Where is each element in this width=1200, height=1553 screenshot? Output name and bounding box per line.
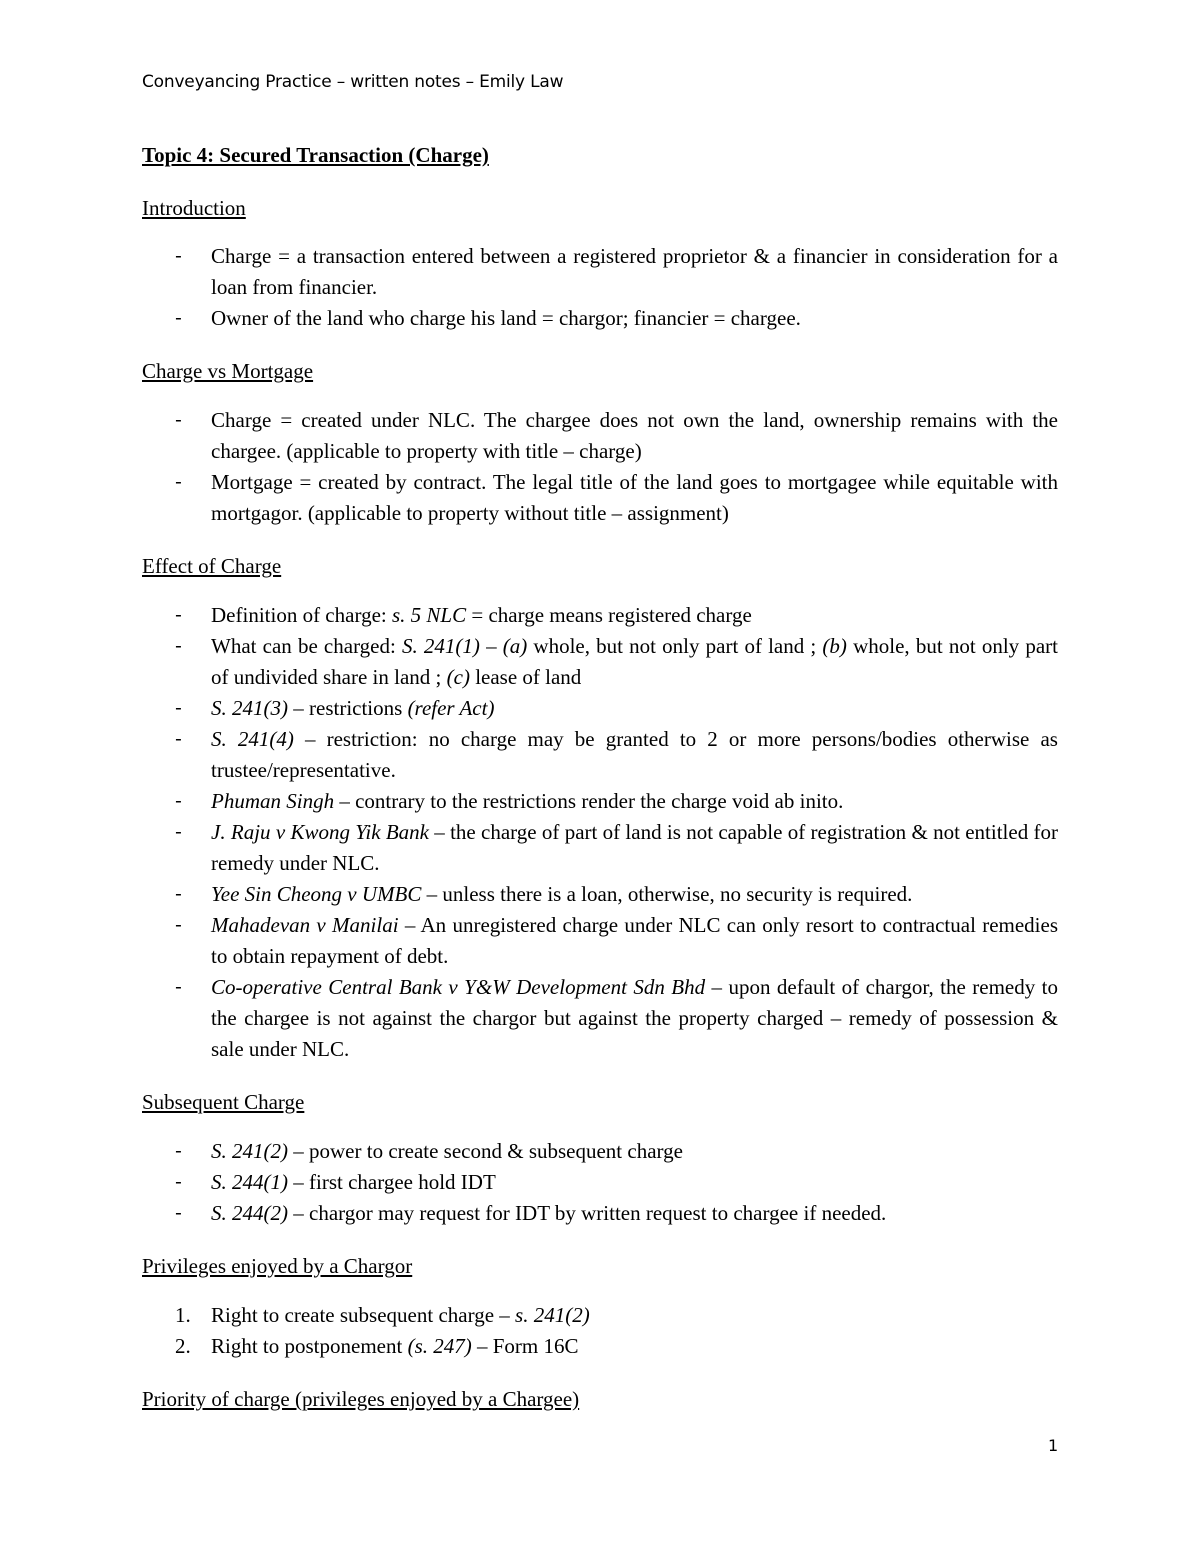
text-run: – power to create second & subsequent charge [288, 1139, 683, 1163]
bullet-marker: - [175, 245, 182, 267]
text-run: Right to create subsequent charge – [211, 1303, 516, 1327]
text-run: – chargor may request for IDT by written request to chargee if needed. [288, 1201, 887, 1225]
numbered-list [142, 1300, 1058, 1362]
text-run: – An unregistered charge under NLC can only resort to contractual remedies to obtain repayment of debt. [211, 913, 1058, 968]
case-or-section-reference: (c) [446, 665, 470, 689]
text-run: Charge = created under NLC. The chargee does not own the land, ownership remains with the chargee. (applicable to property with title – charge) [211, 408, 1058, 463]
text-run: Definition of charge: [211, 603, 392, 627]
list-item [142, 693, 1058, 724]
bullet-marker: - [175, 976, 182, 998]
list-item-text [211, 817, 1058, 879]
list-item [142, 910, 1058, 972]
list-item-text [211, 1198, 1058, 1229]
text-run: lease of land [469, 665, 582, 689]
case-or-section-reference: Phuman Singh [211, 789, 335, 813]
item-number: 2. [175, 1334, 191, 1358]
list-item-text [211, 631, 1058, 693]
list-item [142, 1331, 1058, 1362]
text-run: whole, but not only part of land ; [527, 634, 823, 658]
list-item [142, 467, 1058, 529]
text-run: – unless there is a loan, otherwise, no security is required. [421, 882, 913, 906]
bullet-marker: - [175, 471, 182, 493]
bullet-marker: - [175, 1202, 182, 1224]
case-or-section-reference: S. 244(2) [211, 1201, 288, 1225]
text-run: Right to postponement [211, 1334, 408, 1358]
list-item-text [211, 600, 1058, 631]
bullet-list [142, 405, 1058, 529]
list-item-text [211, 1331, 1058, 1362]
list-item [142, 786, 1058, 817]
list-item-text [211, 303, 1058, 334]
case-or-section-reference: s. 5 NLC [391, 603, 467, 627]
bullet-list [142, 241, 1058, 334]
list-item [142, 600, 1058, 631]
bullet-marker: - [175, 821, 182, 843]
case-or-section-reference: S. 241(2) [211, 1139, 288, 1163]
bullet-marker: - [175, 883, 182, 905]
bullet-marker: - [175, 697, 182, 719]
list-item [142, 1167, 1058, 1198]
text-run: What can be charged: [211, 634, 403, 658]
list-item [142, 631, 1058, 693]
case-or-section-reference: (b) [822, 634, 847, 658]
list-item [142, 1136, 1058, 1167]
list-item-text [211, 241, 1058, 303]
bullet-marker: - [175, 604, 182, 626]
case-or-section-reference: s. 241(2) [515, 1303, 590, 1327]
text-run: whole, but not only part of undivided share in land ; [211, 634, 1058, 689]
list-item-text [211, 1300, 1058, 1331]
text-run: – restriction: no charge may be granted to 2 or more persons/bodies otherwise as trustee/representative. [211, 727, 1058, 782]
running-header: Conveyancing Practice – written notes – Emily Law [142, 72, 564, 92]
case-or-section-reference: (s. 247) [407, 1334, 472, 1358]
bullet-marker: - [175, 1140, 182, 1162]
text-run: – the charge of part of land is not capable of registration & not entitled for remedy under NLC. [211, 820, 1058, 875]
case-or-section-reference: Mahadevan v Manilai [211, 913, 399, 937]
list-item-text [211, 972, 1058, 1065]
section-heading: Subsequent Charge [142, 1090, 305, 1114]
text-run: – contrary to the restrictions render the charge void ab inito. [334, 789, 844, 813]
case-or-section-reference: (refer Act) [407, 696, 495, 720]
bullet-marker: - [175, 914, 182, 936]
bullet-marker: - [175, 409, 182, 431]
list-item-text [211, 786, 1058, 817]
page-title: Topic 4: Secured Transaction (Charge) [142, 143, 489, 167]
case-or-section-reference: S. 241(1) – (a) [402, 634, 528, 658]
list-item-text [211, 879, 1058, 910]
case-or-section-reference: S. 241(4) [211, 727, 294, 751]
bullet-marker: - [175, 307, 182, 329]
item-number: 1. [175, 1303, 191, 1327]
bullet-marker: - [175, 635, 182, 657]
text-run: Charge = a transaction entered between a registered proprietor & a financier in consideration for a loan from financier. [211, 244, 1058, 299]
bullet-marker: - [175, 1171, 182, 1193]
section-heading: Effect of Charge [142, 554, 282, 578]
section-heading: Charge vs Mortgage [142, 359, 314, 383]
list-item-text [211, 405, 1058, 467]
list-item [142, 1198, 1058, 1229]
list-item [142, 724, 1058, 786]
case-or-section-reference: Co-operative Central Bank v Y&W Development Sdn Bhd [211, 975, 706, 999]
case-or-section-reference: Yee Sin Cheong v UMBC [211, 882, 422, 906]
page-number: 1 [1048, 1436, 1059, 1455]
bullet-marker: - [175, 728, 182, 750]
list-item [142, 405, 1058, 467]
list-item [142, 241, 1058, 303]
list-item-text [211, 693, 1058, 724]
list-item [142, 817, 1058, 879]
text-run: – Form 16C [471, 1334, 579, 1358]
text-run: – upon default of chargor, the remedy to the chargee is not against the chargor but against the property charged – remedy of possession & sale under NLC. [211, 975, 1058, 1061]
list-item [142, 972, 1058, 1065]
list-item-text [211, 724, 1058, 786]
bullet-marker: - [175, 790, 182, 812]
list-item-text [211, 1167, 1058, 1198]
list-item [142, 1300, 1058, 1331]
list-item [142, 303, 1058, 334]
list-item-text [211, 910, 1058, 972]
case-or-section-reference: J. Raju v Kwong Yik Bank [211, 820, 429, 844]
section-heading: Priority of charge (privileges enjoyed by a Chargee) [142, 1387, 580, 1411]
list-item [142, 879, 1058, 910]
text-run: Owner of the land who charge his land = chargor; financier = chargee. [211, 306, 801, 330]
section-heading: Privileges enjoyed by a Chargor [142, 1254, 413, 1278]
case-or-section-reference: S. 241(3) [211, 696, 288, 720]
list-item-text [211, 467, 1058, 529]
text-run: = charge means registered charge [466, 603, 752, 627]
list-item-text [211, 1136, 1058, 1167]
text-run: Mortgage = created by contract. The legal title of the land goes to mortgagee while equitable with mortgagor. (applicable to property without title – assignment) [211, 470, 1058, 525]
bullet-list [142, 1136, 1058, 1229]
bullet-list [142, 600, 1058, 1065]
text-run: – restrictions [288, 696, 408, 720]
text-run: – first chargee hold IDT [288, 1170, 496, 1194]
case-or-section-reference: S. 244(1) [211, 1170, 288, 1194]
section-heading: Introduction [142, 196, 246, 220]
